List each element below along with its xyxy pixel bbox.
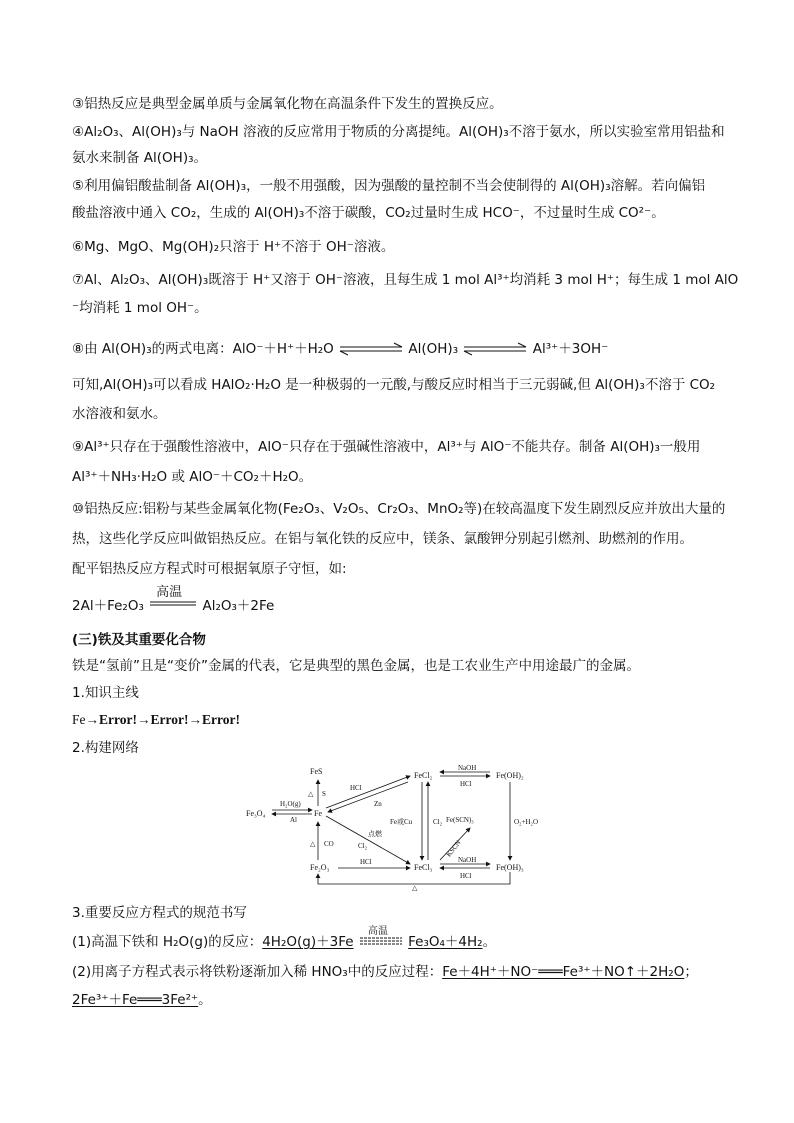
diagram-arrows bbox=[272, 772, 510, 884]
node-feoh3: Fe(OH)₃ bbox=[496, 863, 524, 872]
mainline-arrow: → bbox=[188, 712, 202, 727]
label-hcl: HCl bbox=[460, 872, 472, 880]
condition-arrow bbox=[148, 585, 198, 616]
label-delta: △ bbox=[310, 840, 316, 848]
equation-line bbox=[72, 990, 212, 1010]
answer-right: Fe₃O₄＋4H₂ bbox=[408, 934, 483, 950]
subheading: 2.构建网络 bbox=[72, 740, 139, 756]
text-line: 氨水来制备 Al(OH)₃。 bbox=[72, 150, 207, 166]
text-line: Al³⁺＋NH₃·H₂O 或 AlO⁻＋CO₂＋H₂O。 bbox=[72, 469, 313, 485]
equals-bar-icon bbox=[150, 601, 198, 607]
subheading: 3.重要反应方程式的规范书写 bbox=[72, 905, 247, 921]
punctuation: 。 bbox=[198, 992, 212, 1008]
error-field: Error! bbox=[150, 712, 189, 727]
label-naoh: NaOH bbox=[458, 856, 477, 864]
text-line: 水溶液和氨水。 bbox=[72, 406, 167, 422]
node-feoh2: Fe(OH)₂ bbox=[496, 771, 524, 780]
equation-left: 2Al＋Fe₂O₃ bbox=[72, 598, 144, 614]
knowledge-mainline bbox=[72, 710, 240, 730]
label-naoh: NaOH bbox=[458, 764, 477, 772]
mainline-fe: Fe→ bbox=[72, 712, 99, 727]
equation-line bbox=[72, 962, 698, 982]
iron-network-diagram bbox=[240, 760, 560, 895]
node-fes: FeS bbox=[310, 767, 323, 776]
thermite-equation bbox=[72, 585, 275, 616]
mainline-arrow: → bbox=[136, 712, 151, 727]
text-line: ③铝热反应是典型金属单质与金属氧化物在高温条件下发生的置换反应。 bbox=[72, 96, 503, 112]
text-line: 酸盐溶液中通入 CO₂，生成的 Al(OH)₃不溶于碳酸，CO₂过量时生成 HCO⁻，不过量时生成 CO²⁻。 bbox=[72, 205, 665, 221]
answer-left: 4H₂O(g)＋3Fe bbox=[262, 934, 354, 950]
question-text: (2)用离子方程式表示将铁粉逐渐加入稀 HNO₃中的反应过程： bbox=[72, 964, 443, 980]
error-field: Error! bbox=[99, 712, 137, 727]
label-hcl: HCl bbox=[460, 780, 472, 788]
text-line: 配平铝热反应方程式时可根据氧原子守恒，如: bbox=[72, 561, 347, 577]
label-cl2: Cl₂ bbox=[433, 818, 443, 826]
text-line: ④Al₂O₃、Al(OH)₃与 NaOH 溶液的反应常用于物质的分离提纯。Al(OH)₃不溶于氨水，所以实验室常用铝盐和 bbox=[72, 124, 725, 140]
condition-label: 高温 bbox=[156, 585, 183, 600]
equation-right: Al₂O₃＋2Fe bbox=[202, 598, 275, 614]
ionization-equation bbox=[72, 339, 608, 359]
label-fescn3: Fe(SCN)₃ bbox=[446, 816, 474, 824]
subheading: 1.知识主线 bbox=[72, 685, 139, 701]
equation-left: ⑧由 Al(OH)₃的两式电离：AlO⁻＋H⁺＋H₂O bbox=[72, 341, 334, 357]
section-heading: (三)铁及其重要化合物 bbox=[72, 632, 206, 648]
text-line: 铁是“氢前”且是“变价”金属的代表，它是典型的黑色金属，也是工农业生产中用途最广的金属。 bbox=[72, 658, 640, 674]
text-line: 热，这些化学反应叫做铝热反应。在铝与氧化铁的反应中，镁条、氯酸钾分别起引燃剂、助燃剂的作用。 bbox=[72, 531, 693, 547]
label-cl2: Cl₂ bbox=[358, 842, 368, 850]
question-text: (1)高温下铁和 H₂O(g)的反应： bbox=[72, 934, 263, 950]
node-fecl2: FeCl₂ bbox=[414, 771, 433, 780]
label-hcl: HCl bbox=[360, 858, 372, 866]
text-line: ⑩铝热反应:铝粉与某些金属氧化物(Fe₂O₃、V₂O₅、Cr₂O₃、MnO₂等)在较高温度下发生剧烈反应并放出大量的 bbox=[72, 501, 726, 517]
text-line: ⑦Al、Al₂O₃、Al(OH)₃既溶于 H⁺又溶于 OH⁻溶液，且每生成 1 mol Al³⁺均消耗 3 mol H⁺；每生成 1 mol AlO bbox=[72, 272, 739, 288]
label-s: S bbox=[322, 790, 326, 798]
node-fecl3: FeCl₃ bbox=[414, 863, 433, 872]
text-line: ⑤利用偏铝酸盐制备 Al(OH)₃，一般不用强酸，因为强酸的量控制不当会使制得的 Al(OH)₃溶解。若向偏铝 bbox=[72, 178, 706, 194]
label-zn: Zn bbox=[374, 800, 382, 808]
label-al: Al bbox=[290, 816, 297, 824]
text-line: ⁻均消耗 1 mol OH⁻。 bbox=[72, 300, 208, 316]
error-field: Error! bbox=[201, 712, 240, 727]
label-kscn: KSCN bbox=[444, 838, 463, 859]
punctuation: 。 bbox=[482, 934, 497, 950]
label-delta: △ bbox=[308, 790, 314, 798]
node-fe3o4: Fe₃O₄ bbox=[246, 809, 266, 818]
node-fe: Fe bbox=[314, 809, 322, 818]
answer-text: 2Fe³⁺＋Fe═══3Fe²⁺ bbox=[72, 992, 199, 1008]
equation-right: Al³⁺＋3OH⁻ bbox=[532, 341, 609, 357]
equation-middle: Al(OH)₃ bbox=[408, 341, 459, 357]
label-fe-or-cu: Fe或Cu bbox=[390, 818, 413, 826]
text-line: 可知,Al(OH)₃可以看成 HAlO₂·H₂O 是一种极弱的一元酸,与酸反应时相当于三元弱碱,但 Al(OH)₃不溶于 CO₂ bbox=[72, 377, 716, 393]
label-o2-h2o: O₂+H₂O bbox=[514, 818, 538, 826]
label-ignite: 点燃 bbox=[368, 830, 382, 838]
text-line: ⑨Al³⁺只存在于强酸性溶液中，AlO⁻只存在于强碱性溶液中，Al³⁺与 AlO⁻不能共存。制备 Al(OH)₃一般用 bbox=[72, 439, 701, 455]
node-fe2o3: Fe₂O₃ bbox=[310, 863, 330, 872]
label-delta: △ bbox=[412, 884, 418, 892]
condition-arrow bbox=[358, 926, 404, 952]
label-hcl: HCl bbox=[350, 784, 362, 792]
answer-text: Fe＋4H⁺＋NO⁻═══Fe³⁺＋NO↑＋2H₂O bbox=[442, 964, 685, 980]
condition-label: 高温 bbox=[367, 926, 388, 937]
reversible-arrow-icon bbox=[462, 342, 528, 356]
equation-line bbox=[72, 926, 497, 952]
label-co: CO bbox=[324, 840, 334, 848]
reversible-arrow-icon bbox=[338, 342, 404, 356]
punctuation: ； bbox=[684, 964, 698, 980]
text-line: ⑥Mg、MgO、Mg(OH)₂只溶于 H⁺不溶于 OH⁻溶液。 bbox=[72, 239, 395, 255]
label-h2og: H₂O(g) bbox=[280, 800, 301, 808]
equals-bar-icon bbox=[360, 937, 404, 945]
